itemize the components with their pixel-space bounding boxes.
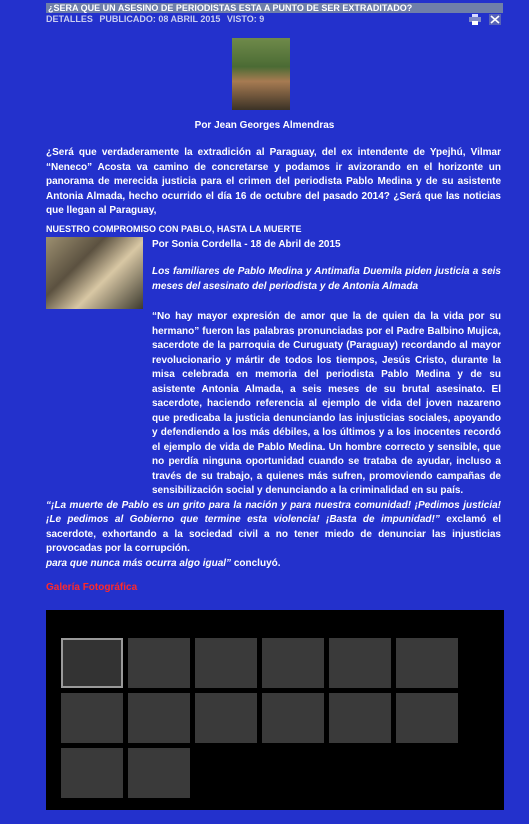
article-meta: [46, 13, 501, 25]
gallery-thumbnail[interactable]: [128, 693, 190, 743]
print-icon[interactable]: [469, 14, 481, 25]
gallery-thumbnail[interactable]: [195, 693, 257, 743]
gallery-title: Galería Fotográfica: [46, 582, 138, 593]
gallery-thumbnail[interactable]: [61, 638, 123, 688]
gallery-thumbnail[interactable]: [61, 748, 123, 798]
article-intro: ¿Será que verdaderamente la extradición al Paraguay, del ex intendente de Ypejhú, Vilmar “Neneco” Acosta va camino de concretarse y podamos ir avizorando en el horizonte un panorama de merecida justicia para el crimen del periodista Pablo Medina y de su asistente Antonia Almada, hecho ocurrido el día 16 de octubre del pasado 2014? ¿Será que las noticias que llegan al Paraguay,: [46, 147, 501, 216]
body-mid: exclamó el sacerdote, exhortando a la sociedad civil a no tener miedo de denunciar las injusticias provocadas por la corrupción.: [46, 514, 501, 554]
body-start: “No hay mayor expresión de amor que la de quien da la vida por su hermano” fueron las palabras pronunciadas por el Padre Balbino Mujica, sacerdote de la parroquia de Curuguaty (Paraguay) recordando al mayor revolucionario y mártir de todos los tiempos, Jesús Cristo, durante la misa celebrada en memoria del periodista Pablo Medina y de su asistente Antonia Almada, a seis meses de su brutal asesinato. El sacerdote, haciendo referencia al ejemplo de vida del joven nazareno que predicaba la justicia denunciando las injusticias sociales, apoyando y defendiendo a los más débiles, a los últimos y a los inocentes recordó el ejemplo de vida de Pablo Medina. Un hombre correcto y sensible, que no perdía ninguna oportunidad cuando se trataba de ayudar, incluso a través de su trabajo, a quienes más sufren, promoviendo campañas de sensibilización social y denunciando a la criminalidad en su país.: [152, 311, 501, 496]
gallery-thumbnail[interactable]: [262, 638, 324, 688]
article-byline: Por Jean Georges Almendras: [194, 120, 335, 131]
article-title[interactable]: ¿SERA QUE UN ASESINO DE PERIODISTAS ESTA A PUNTO DE SER EXTRADITADO?: [46, 3, 503, 13]
gallery-thumbnail[interactable]: [195, 638, 257, 688]
gallery-thumbnail[interactable]: [396, 693, 458, 743]
gallery-thumbnail[interactable]: [128, 748, 190, 798]
article-tools: [469, 14, 501, 25]
gallery-thumbnail[interactable]: [396, 638, 458, 688]
priest-quote: “¡La muerte de Pablo es un grito para la nación y para nuestra comunidad! ¡Pedimos justicia! ¡Le pedimos al Gobierno que termine esta violencia! ¡Basta de impunidad!”: [46, 499, 501, 525]
gallery-thumbnail[interactable]: [128, 638, 190, 688]
embedded-photo: [46, 237, 143, 309]
embedded-lead: Los familiares de Pablo Medina y Antimafia Duemila piden justicia a seis meses del asesinato del periodista y de Antonia Almada: [152, 266, 501, 292]
close-icon[interactable]: [489, 14, 501, 25]
published-date: PUBLICADO: 08 ABRIL 2015: [99, 14, 221, 24]
details-label: DETALLES: [46, 14, 93, 24]
priest-quote-end: para que nunca más ocurra algo igual”: [46, 557, 232, 569]
gallery-thumbnail[interactable]: [329, 638, 391, 688]
embedded-body: [46, 310, 501, 571]
photo-gallery: [46, 610, 504, 810]
embedded-headline: NUESTRO COMPROMISO CON PABLO, HASTA LA MUERTE: [46, 224, 302, 234]
gallery-thumbnail[interactable]: [61, 693, 123, 743]
embedded-byline: Por Sonia Cordella - 18 de Abril de 2015: [152, 239, 341, 250]
body-end: concluyó.: [231, 557, 281, 569]
gallery-thumbnail[interactable]: [329, 693, 391, 743]
gallery-thumbnail[interactable]: [262, 693, 324, 743]
author-photo: [232, 38, 290, 110]
view-count: VISTO: 9: [226, 14, 265, 24]
